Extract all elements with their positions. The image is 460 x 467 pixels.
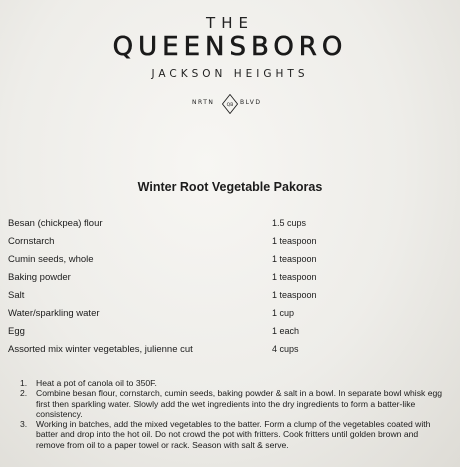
ingredient-qty: 1 teaspoon	[272, 254, 317, 264]
recipe-title: Winter Root Vegetable Pakoras	[137, 180, 323, 194]
ingredient-row	[0, 326, 460, 342]
restaurant-name: QUEENSBORO	[112, 32, 348, 62]
ingredient-row	[0, 308, 460, 324]
ingredient-name: Water/sparkling water	[8, 308, 100, 319]
header-the: THE	[206, 14, 254, 32]
step-text: Heat a pot of canola oil to 350F.	[36, 378, 157, 388]
ingredient-qty: 1 cup	[272, 308, 295, 318]
emblem-left-text: NRTN	[192, 99, 215, 106]
instruction-step	[0, 388, 460, 419]
diamond-logo-icon	[222, 94, 238, 114]
step-number: 3.	[20, 419, 28, 430]
ingredient-qty: 1 teaspoon	[272, 290, 317, 300]
emblem-right-text: BLVD	[240, 99, 262, 106]
step-text: Combine besan flour, cornstarch, cumin seeds, baking powder & salt in a bowl. In separate bowl whisk egg first then sparkling water. Slowly add the wet ingredients into the dry ingredients to form a batter-like consistency.	[36, 388, 443, 419]
emblem-center-text: QB	[226, 102, 234, 108]
step-number: 1.	[20, 378, 28, 388]
ingredient-name: Egg	[8, 326, 25, 337]
ingredient-row	[0, 272, 460, 288]
ingredient-qty: 1 each	[272, 326, 300, 336]
ingredient-name: Baking powder	[8, 272, 71, 283]
instruction-step	[0, 419, 460, 450]
ingredient-qty: 4 cups	[272, 344, 299, 354]
logo-emblem	[0, 94, 460, 114]
instructions-list	[0, 378, 460, 450]
ingredient-row	[0, 254, 460, 270]
ingredient-row	[0, 290, 460, 306]
ingredient-name: Cumin seeds, whole	[8, 254, 94, 265]
ingredient-name: Cornstarch	[8, 236, 55, 247]
ingredient-row	[0, 344, 460, 360]
ingredient-qty: 1.5 cups	[272, 218, 307, 228]
ingredient-name: Salt	[8, 290, 25, 301]
instruction-step	[0, 378, 460, 388]
restaurant-location: JACKSON HEIGHTS	[151, 68, 309, 80]
ingredient-row	[0, 218, 460, 234]
ingredient-row	[0, 236, 460, 252]
ingredient-name: Assorted mix winter vegetables, julienne cut	[8, 344, 193, 355]
step-text: Working in batches, add the mixed vegetables to the batter. Form a clump of the vegetables coated with batter and drop into the hot oil. Do not crowd the pot with fritters. Cook fritters until golden brown and remove from oil to a paper towel or rack. Season with salt & serve.	[36, 419, 431, 450]
step-number: 2.	[20, 388, 28, 399]
ingredient-name: Besan (chickpea) flour	[8, 218, 103, 229]
ingredient-qty: 1 teaspoon	[272, 272, 317, 282]
ingredient-qty: 1 teaspoon	[272, 236, 317, 246]
